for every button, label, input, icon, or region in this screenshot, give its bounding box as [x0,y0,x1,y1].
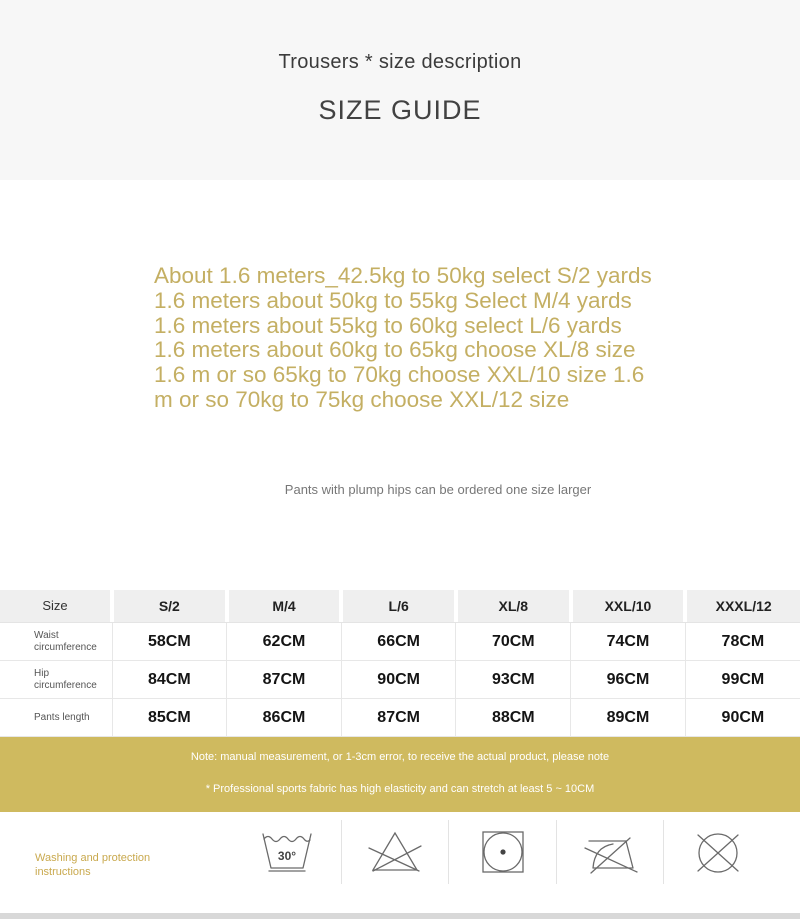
hip-value-l6: 90CM [341,661,456,699]
length-value-l6: 87CM [341,699,456,737]
length-value-m4: 86CM [227,699,342,737]
table-row-hip [0,661,800,699]
plump-hips-note: Pants with plump hips can be ordered one size larger [284,482,592,497]
do-not-bleach-icon [366,828,424,876]
hip-value-m4: 87CM [227,661,342,699]
length-value-xxxl12: 90CM [685,699,800,737]
page-subtitle: SIZE GUIDE [318,95,482,125]
table-header-row [0,590,800,623]
care-icon-divider [556,820,557,884]
care-instructions-label: Washing and protection instructions [35,852,151,878]
waist-value-xxxl12: 78CM [685,623,800,661]
care-instructions-section [0,812,800,913]
bottom-strip [0,913,800,919]
length-value-xl8: 88CM [456,699,571,737]
hip-value-xxl10: 96CM [571,661,686,699]
row-label-pants-length: Pants length [34,711,90,723]
page-title: Trousers * size description [278,51,522,73]
svg-text:30°: 30° [277,849,297,863]
table-row-pants-length [0,699,800,737]
banner-note-line2: * Professional sports fabric has high elasticity and can stretch at least 5 ~ 10CM [205,783,595,795]
care-icon-divider [663,820,664,884]
hip-value-s2: 84CM [112,661,227,699]
do-not-iron-icon [581,828,639,876]
row-label-waist: Waist circumference [34,629,97,653]
waist-value-m4: 62CM [227,623,342,661]
tumble-dry-dot-icon [474,828,532,876]
length-value-xxl10: 89CM [571,699,686,737]
care-icon-divider [341,820,342,884]
hero-section [0,0,800,180]
column-header-xl8: XL/8 [458,590,569,622]
length-value-s2: 85CM [112,699,227,737]
care-icon-divider [448,820,449,884]
column-header-s2: S/2 [114,590,225,622]
measurement-note-banner [0,737,800,812]
row-label-hip: Hip circumference [34,667,97,691]
do-not-dry-clean-icon [689,828,747,876]
banner-note-line1: Note: manual measurement, or 1-3cm error, to receive the actual product, please note [190,751,610,763]
wash-30-icon [258,828,316,876]
column-header-xxxl12: XXXL/12 [687,590,800,622]
column-header-xxl10: XXL/10 [573,590,684,622]
hip-value-xl8: 93CM [456,661,571,699]
waist-value-s2: 58CM [112,623,227,661]
size-recommendation-text: About 1.6 meters_42.5kg to 50kg select S/2 yards 1.6 meters about 50kg to 55kg Select M/4 yards 1.6 meters about 55kg to 60kg select L/6 yards 1.6 meters about 60kg to 65kg choose XL/8 size 1.6 m or so 65kg to 70kg choose XXL/10 size 1.6 m or so 70kg to 75kg choose XXL/12 size [154,263,652,412]
column-header-size: Size [0,590,110,622]
hip-value-xxxl12: 99CM [685,661,800,699]
waist-value-xxl10: 74CM [571,623,686,661]
column-header-l6: L/6 [343,590,454,622]
table-row-waist [0,623,800,661]
column-header-m4: M/4 [229,590,340,622]
waist-value-l6: 66CM [341,623,456,661]
waist-value-xl8: 70CM [456,623,571,661]
size-table [0,590,800,737]
